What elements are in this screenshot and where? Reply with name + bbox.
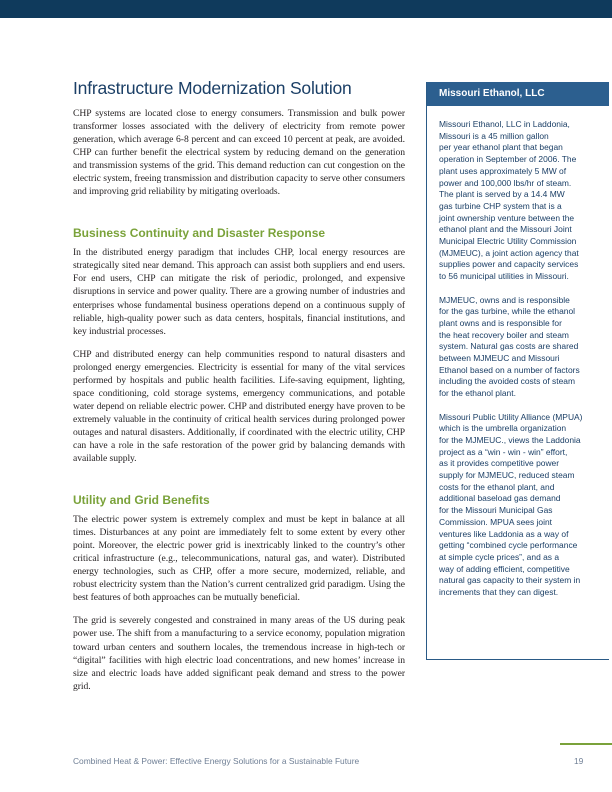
sidebar-line: plant uses approximately 5 MW of — [439, 165, 567, 176]
footer-accent-rule — [560, 743, 612, 745]
sidebar-line: project as a “win - win - win” effort, — [439, 446, 568, 457]
sidebar-line: Missouri is a 45 million gallon — [439, 130, 549, 141]
sidebar-line: plant owns and is responsible for — [439, 317, 562, 328]
sidebar-line: system. Natural gas costs are shared — [439, 341, 579, 352]
sidebar-paragraph — [439, 295, 603, 400]
sidebar-line: to 56 municipal utilities in Missouri. — [439, 271, 569, 282]
sidebar-line: operation in September of 2006. The — [439, 154, 577, 165]
sidebar-line: for the MJMEUC., views the Laddonia — [439, 434, 581, 445]
sidebar-line: Missouri Ethanol, LLC in Laddonia, — [439, 119, 570, 129]
sidebar-line: Municipal Electric Utility Commission — [439, 236, 577, 247]
sidebar-line: supplies power and capacity services — [439, 259, 579, 270]
sidebar-title: Missouri Ethanol, LLC — [427, 82, 609, 106]
sidebar-line: (MJMEUC), a joint action agency that — [439, 247, 579, 258]
sidebar-line: supply for MJMEUC, reduced steam — [439, 470, 575, 481]
sidebar-line: ethanol plant and the Missouri Joint — [439, 224, 572, 235]
case-study-sidebar — [426, 82, 609, 660]
sidebar-line: Commission. MPUA sees joint — [439, 516, 553, 527]
sidebar-line: including the avoided costs of steam — [439, 376, 576, 387]
sidebar-paragraph — [439, 412, 603, 599]
sidebar-line: The plant is served by a 14.4 MW — [439, 189, 565, 200]
section-business-continuity — [73, 226, 405, 465]
sidebar-line: natural gas capacity to their system in — [439, 575, 581, 586]
sidebar-line: joint ownership venture between the — [439, 212, 575, 223]
sidebar-line: at simple cycle prices”, and as a — [439, 551, 560, 562]
sidebar-line: gas turbine CHP system that is a — [439, 200, 562, 211]
intro-paragraph: CHP systems are located close to energy consumers. Transmission and bulk power transformer losses associated with the delivery of electricity from remote power generation, which average 6-8 percent and can exceed 10 percent at peak, are avoided. CHP can further benefit the electrical system by reducing demand on the generation and transmission systems of the grid. This demand reduction can cut congestion on the electric system, freeing transmission and distribution capacity to serve other consumers and improving grid reliability by mitigating overloads. — [73, 108, 405, 198]
sidebar-line: as it provides competitive power — [439, 458, 560, 469]
body-paragraph: In the distributed energy paradigm that includes CHP, local energy resources are strategically sited near demand. This approach can assist both suppliers and end users. For end users, CHP can mitigate the risk of periodic, prolonged, and expensive disruptions in service and power quality. There are a growing number of industries and enterprises whose fundamental business operations depend on a continuous supply of reliable, high-quality power such as data centers, hospitals, financial institutions, and key industrial processes. — [73, 247, 405, 337]
top-banner-bar — [0, 0, 612, 18]
sidebar-line: for the ethanol plant. — [439, 388, 516, 399]
sidebar-line: additional baseload gas demand — [439, 493, 561, 504]
sidebar-line: Missouri Public Utility Alliance (MPUA) — [439, 411, 583, 422]
body-paragraph: CHP and distributed energy can help communities respond to natural disasters and prolonged energy emergencies. Electricity is essential for many of the vital services performed by hospitals and public health facilities. Life-saving equipment, lighting, space conditioning, cold storage systems, emergency communications, and potable water depend on reliable electric power. CHP and distributed energy have proven to be extremely valuable in the continuity of critical health services during prolonged power outages and natural disasters. Additionally, if coordinated with the electric utility, CHP can have a role in the safe restoration of the power grid by balancing demands with available supply. — [73, 348, 405, 465]
section-utility-grid — [73, 493, 405, 693]
sidebar-line: between MJMEUC and Missouri — [439, 353, 560, 364]
sidebar-line: costs for the ethanol plant, and — [439, 481, 555, 492]
sidebar-body — [427, 106, 609, 599]
page-number: 19 — [574, 756, 584, 766]
sidebar-line: way of adding efficient, competitive — [439, 563, 570, 574]
sidebar-line: Ethanol based on a number of factors — [439, 364, 580, 375]
footer-title: Combined Heat & Power: Effective Energy Solutions for a Sustainable Future — [73, 756, 360, 766]
section-heading: Utility and Grid Benefits — [73, 493, 210, 508]
sidebar-line: ventures like Laddonia as a way of — [439, 528, 569, 539]
sidebar-line: which is the umbrella organization — [439, 423, 567, 434]
main-column — [73, 78, 405, 693]
sidebar-line: for the gas turbine, while the ethanol — [439, 306, 576, 317]
page-title: Infrastructure Modernization Solution — [73, 78, 352, 98]
section-heading: Business Continuity and Disaster Response — [73, 226, 326, 241]
sidebar-line: increments that they can digest. — [439, 587, 559, 598]
sidebar-paragraph — [439, 119, 603, 283]
sidebar-line: the heat recovery boiler and steam — [439, 329, 569, 340]
sidebar-line: MJMEUC, owns and is responsible — [439, 294, 570, 305]
sidebar-line: per year ethanol plant that began — [439, 142, 563, 153]
sidebar-line: power and 100,000 lbs/hr of steam. — [439, 177, 572, 188]
sidebar-line: getting “combined cycle performance — [439, 540, 578, 551]
sidebar-line: for the Missouri Municipal Gas — [439, 505, 553, 516]
body-paragraph: The grid is severely congested and constrained in many areas of the US during peak power use. The shift from a manufacturing to a service economy, population migration toward urban centers and southern locales, the tremendous increase in high-tech or “digital” facilities with high electric load concentrations, and new homes’ increase in size and electric loads have added significant peak demand and stress to the power grid. — [73, 615, 405, 692]
body-paragraph: The electric power system is extremely complex and must be kept in balance at all times. Disturbances at any point are immediately felt to some extent by every other point. Moreover, the electric power grid is inextricably linked to the country’s other critical infrastructure (e.g., telecommunications, natural gas, and water). Distributed energy technologies, such as CHP, offer a more secure, modernized, reliable, and robust electricity system than the Nation’s current centralized grid paradigm. Using the best features of both approaches can be mutually beneficial. — [73, 514, 405, 604]
